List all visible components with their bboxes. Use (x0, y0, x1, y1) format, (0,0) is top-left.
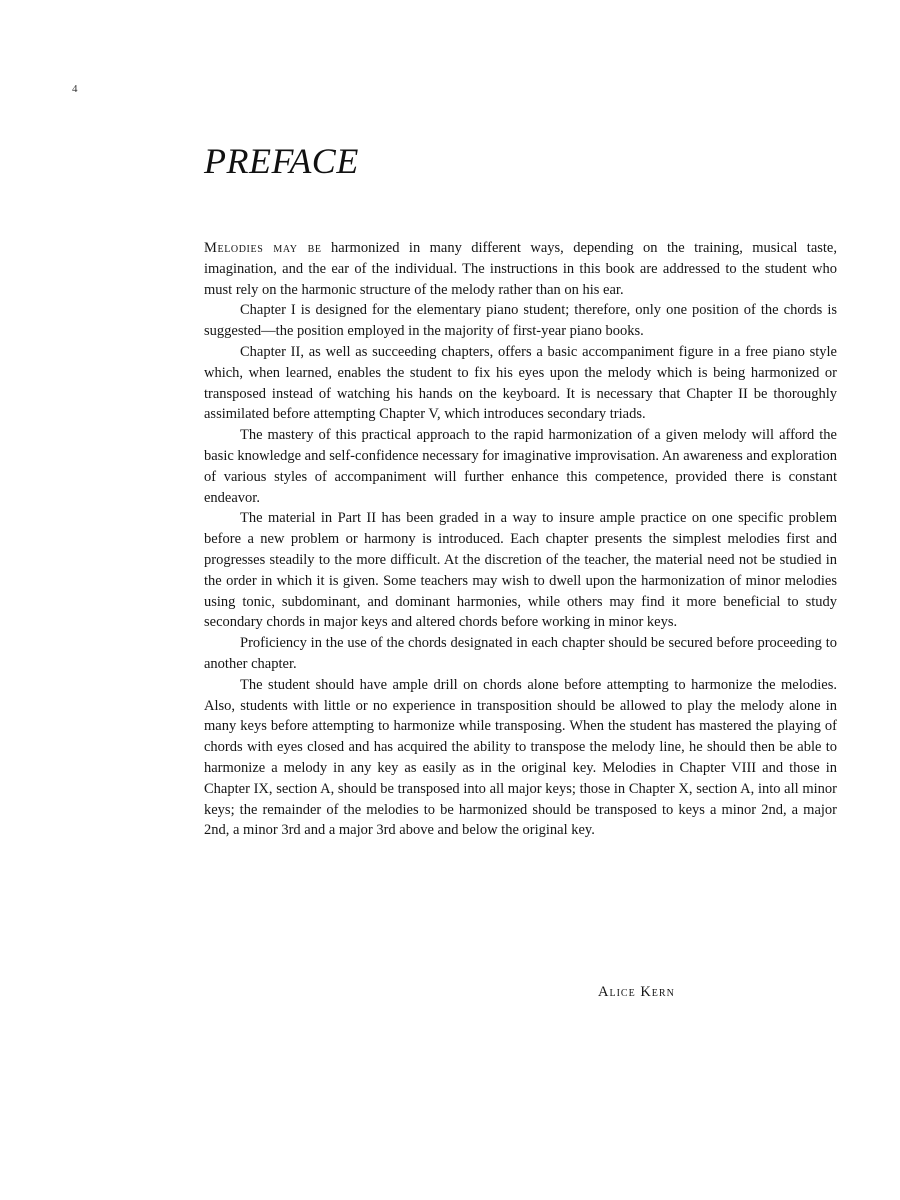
page-number: 4 (72, 83, 78, 95)
paragraph-7: The student should have ample drill on chords alone before attempting to harmonize the melodies. Also, students with little or no experience in transposition should be allowed to play the melody alone in many keys before attempting to harmonize while transposing. When the student has mastered the playing of chords with eyes closed and has acquired the ability to transpose the melody line, he should then be able to harmonize a melody in any key as easily as in the original key. Melodies in Chapter VIII and those in Chapter IX, section A, should be transposed into all major keys; those in Chapter X, section A, into all minor keys; the remainder of the melodies to be harmonized should be transposed to keys a minor 2nd, a major 2nd, a minor 3rd and a major 3rd above and below the original key. (204, 676, 837, 839)
paragraph-6: Proficiency in the use of the chords designated in each chapter should be secured before proceeding to another chapter. (204, 635, 837, 672)
paragraph-1 (204, 238, 837, 300)
paragraph-5: The material in Part II has been graded in a way to insure ample practice on one specific problem before a new problem or harmony is introduced. Each chapter presents the simplest melodies first and progresses steadily to the more difficult. At the discretion of the teacher, the material need not be studied in the order in which it is given. Some teachers may wish to dwell upon the harmonization of minor melodies using tonic, subdominant, and dominant harmonies, while others may find it more beneficial to study secondary chords in major keys and altered chords before working in minor keys. (204, 510, 837, 631)
author-signature: Alice Kern (598, 984, 675, 1000)
page-title: PREFACE (204, 141, 359, 181)
paragraph-3: Chapter II, as well as succeeding chapters, offers a basic accompaniment figure in a free piano style which, when learned, enables the student to fix his eyes upon the melody which is being harmonized or transposed instead of watching his hands on the keyboard. It is necessary that Chapter II be thoroughly assimilated before attempting Chapter V, which introduces secondary triads. (204, 343, 837, 423)
paragraph-2: Chapter I is designed for the elementary piano student; therefore, only one position of the chords is suggested—the position employed in the majority of first-year piano books. (204, 302, 837, 340)
preface-body (204, 238, 837, 841)
paragraph-1-lead-in: Melodies may be (204, 240, 322, 256)
paragraph-4: The mastery of this practical approach to the rapid harmonization of a given melody will afford the basic knowledge and self-confidence necessary for imaginative improvisation. An awareness and exploration of various styles of accompaniment will further enhance this competence, provided there is constant endeavor. (204, 427, 837, 506)
paragraph-1-text: harmonized in many different ways, depending on the training, musical taste, imagination, and the ear of the individual. The instructions in this book are addressed to the student who must rely on the harmonic structure of the melody rather than on his ear. (204, 240, 837, 298)
